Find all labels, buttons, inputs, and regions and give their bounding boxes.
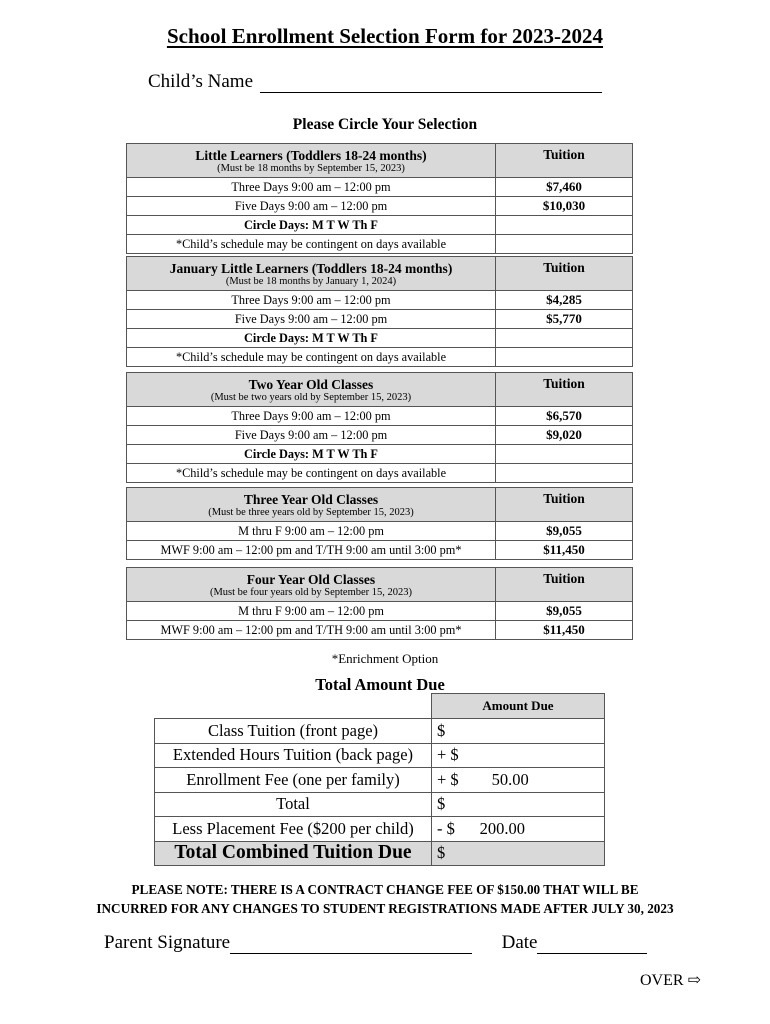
amount-row: Total $ xyxy=(155,792,605,817)
tuition-table-three-year-old xyxy=(126,487,633,560)
option-row[interactable]: MWF 9:00 am – 12:00 pm and T/TH 9:00 am until 3:00 pm* $11,450 xyxy=(127,541,633,560)
section-title: Little Learners (Toddlers 18-24 months) xyxy=(195,148,427,163)
option-row[interactable]: Three Days 9:00 am – 12:00 pm $6,570 xyxy=(127,407,633,426)
child-name-line[interactable] xyxy=(260,75,602,93)
section-title: January Little Learners (Toddlers 18-24 months) xyxy=(169,261,453,276)
section-note: (Must be 18 months by January 1, 2024) xyxy=(225,276,397,287)
schedule-note-row: *Child’s schedule may be contingent on days available xyxy=(127,235,633,254)
option-row[interactable]: M thru F 9:00 am – 12:00 pm $9,055 xyxy=(127,602,633,621)
circle-days-row[interactable]: Circle Days: M T W Th F xyxy=(127,329,633,348)
circle-days-row[interactable]: Circle Days: M T W Th F xyxy=(127,445,633,464)
tuition-table-little-learners xyxy=(126,143,633,254)
section-title: Two Year Old Classes xyxy=(248,377,374,392)
signature-row xyxy=(104,932,647,954)
option-row[interactable]: MWF 9:00 am – 12:00 pm and T/TH 9:00 am until 3:00 pm* $11,450 xyxy=(127,621,633,640)
child-name-field xyxy=(148,71,602,93)
contract-change-notice: PLEASE NOTE: THERE IS A CONTRACT CHANGE FEE OF $150.00 THAT WILL BE INCURRED FOR ANY CHANGES TO STUDENT REGISTRATIONS MADE AFTER JULY 30, 2023 xyxy=(96,882,674,916)
tuition-header: Tuition xyxy=(496,568,633,602)
section-title: Four Year Old Classes xyxy=(246,572,376,587)
circle-days-row[interactable]: Circle Days: M T W Th F xyxy=(127,216,633,235)
tuition-table-two-year-old xyxy=(126,372,633,483)
section-note: (Must be 18 months by September 15, 2023) xyxy=(217,163,405,174)
enrichment-note: *Enrichment Option xyxy=(331,651,439,666)
amount-row: Class Tuition (front page) $ xyxy=(155,719,605,744)
amount-due-header: Amount Due xyxy=(432,694,605,719)
grand-total-row: Total Combined Tuition Due $ xyxy=(155,841,605,866)
section-note: (Must be three years old by September 15, 2023) xyxy=(208,507,414,518)
option-row[interactable]: Five Days 9:00 am – 12:00 pm $5,770 xyxy=(127,310,633,329)
option-row[interactable]: M thru F 9:00 am – 12:00 pm $9,055 xyxy=(127,522,633,541)
amount-field[interactable]: + $ 50.00 xyxy=(432,768,605,793)
date-label: Date xyxy=(501,932,538,953)
section-note: (Must be four years old by September 15, 2023) xyxy=(209,587,413,598)
option-row[interactable]: Three Days 9:00 am – 12:00 pm $7,460 xyxy=(127,178,633,197)
schedule-note-row: *Child’s schedule may be contingent on days available xyxy=(127,464,633,483)
amount-row: Less Placement Fee ($200 per child) - $ 200.00 xyxy=(155,817,605,842)
over-label: OVER ⇨ xyxy=(640,972,701,989)
option-row[interactable]: Five Days 9:00 am – 12:00 pm $10,030 xyxy=(127,197,633,216)
amount-field[interactable]: + $ xyxy=(432,743,605,768)
tuition-header: Tuition xyxy=(496,257,633,291)
parent-signature-line[interactable] xyxy=(230,936,472,954)
grand-total-field[interactable]: $ xyxy=(432,841,605,866)
option-row[interactable]: Five Days 9:00 am – 12:00 pm $9,020 xyxy=(127,426,633,445)
section-title: Three Year Old Classes xyxy=(243,492,379,507)
total-amount-due-title: Total Amount Due xyxy=(315,675,445,694)
child-name-label: Child’s Name xyxy=(148,71,254,92)
schedule-note-row: *Child’s schedule may be contingent on days available xyxy=(127,348,633,367)
section-note: (Must be two years old by September 15, 2023) xyxy=(210,392,412,403)
form-title: School Enrollment Selection Form for 2023-2024 xyxy=(166,24,604,48)
tuition-header: Tuition xyxy=(496,373,633,407)
tuition-table-january-little-learners xyxy=(126,256,633,367)
amount-field[interactable]: $ xyxy=(432,719,605,744)
option-row[interactable]: Three Days 9:00 am – 12:00 pm $4,285 xyxy=(127,291,633,310)
amount-row: Enrollment Fee (one per family) + $ 50.00 xyxy=(155,768,605,793)
tuition-header: Tuition xyxy=(496,144,633,178)
parent-signature-label: Parent Signature xyxy=(104,932,231,953)
amount-row: Extended Hours Tuition (back page) + $ xyxy=(155,743,605,768)
amount-field[interactable]: - $ 200.00 xyxy=(432,817,605,842)
tuition-table-four-year-old xyxy=(126,567,633,640)
amount-due-table xyxy=(154,693,605,866)
date-line[interactable] xyxy=(537,936,647,954)
circle-selection-heading: Please Circle Your Selection xyxy=(292,116,478,133)
tuition-header: Tuition xyxy=(496,488,633,522)
amount-field[interactable]: $ xyxy=(432,792,605,817)
